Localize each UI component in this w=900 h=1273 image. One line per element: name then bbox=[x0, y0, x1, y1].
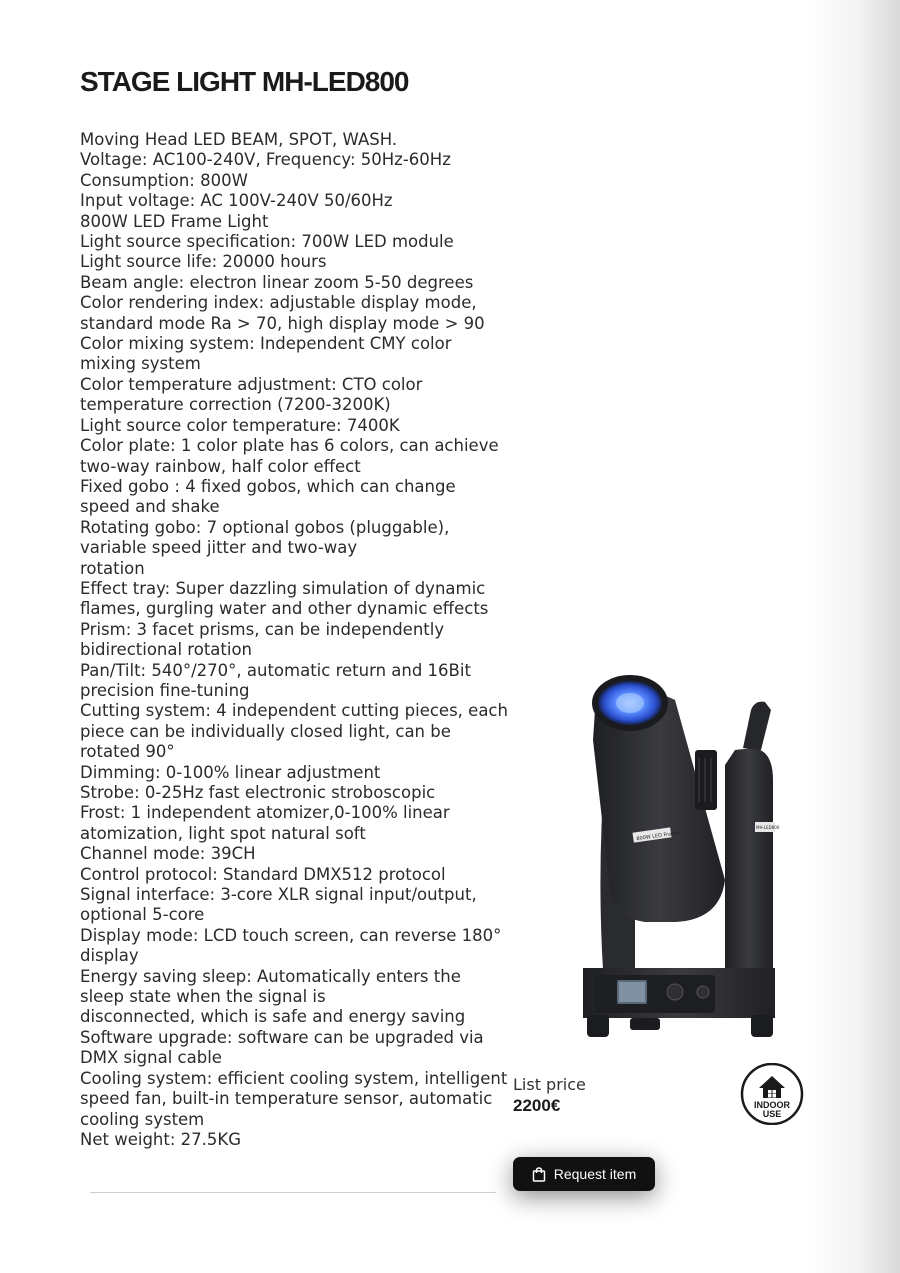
spec-item: Dimming: 0-100% linear adjustment bbox=[80, 762, 381, 782]
spec-item: Rotating gobo: 7 optional gobos (pluggable), variable speed jitter and two-way bbox=[80, 517, 450, 558]
shopping-bag-icon bbox=[532, 1167, 546, 1182]
spec-item: Channel mode: 39CH bbox=[80, 844, 256, 864]
product-title: STAGE LIGHT MH-LED800 bbox=[80, 66, 409, 97]
spec-item: Light source life: 20000 hours bbox=[80, 252, 327, 272]
spec-item: Energy saving sleep: Automatically enters the sleep state when the signal is bbox=[80, 966, 461, 1007]
spec-item: Control protocol: Standard DMX512 protocol bbox=[80, 864, 446, 884]
spec-item: Color temperature adjustment: CTO color temperature correction (7200-3200K) bbox=[80, 374, 423, 415]
divider bbox=[90, 1192, 496, 1193]
spec-item: Input voltage: AC 100V-240V 50/60Hz bbox=[80, 191, 393, 211]
spec-item: Color mixing system: Independent CMY color mixing system bbox=[80, 334, 452, 374]
product-image bbox=[575, 670, 785, 1055]
spec-item: Software upgrade: software can be upgraded via DMX signal cable bbox=[80, 1027, 484, 1068]
spec-item: Cooling system: efficient cooling system, intelligent speed fan, built-in temperature sensor, automatic cooling system bbox=[80, 1068, 508, 1129]
spec-item: Pan/Tilt: 540°/270°, automatic return and 16Bit precision fine-tuning bbox=[80, 660, 471, 700]
fixture-arm-label: MH-LED800 bbox=[756, 825, 780, 830]
badge-line-1: INDOOR bbox=[754, 1100, 790, 1110]
spec-item: Effect tray: Super dazzling simulation of dynamic flames, gurgling water and other dynamic effects bbox=[80, 578, 489, 619]
spec-item: Display mode: LCD touch screen, can reverse 180° display bbox=[80, 925, 502, 966]
spec-item: Cutting system: 4 independent cutting pieces, each piece can be individually closed light, can be rotated 90° bbox=[80, 701, 508, 762]
spec-item: disconnected, which is safe and energy saving bbox=[80, 1007, 466, 1027]
spec-item: Net weight: 27.5KG bbox=[80, 1129, 241, 1149]
spec-item: Beam angle: electron linear zoom 5-50 degrees bbox=[80, 272, 474, 292]
spec-item: Signal interface: 3-core XLR signal input/output, optional 5-core bbox=[80, 885, 477, 925]
spec-item: 800W LED Frame Light bbox=[80, 211, 269, 231]
request-item-button[interactable] bbox=[513, 1157, 655, 1191]
badge-line-2: USE bbox=[762, 1109, 782, 1119]
spec-item: Strobe: 0-25Hz fast electronic stroboscopic bbox=[80, 783, 436, 802]
spec-item: Light source specification: 700W LED module bbox=[80, 232, 454, 252]
spec-item: Prism: 3 facet prisms, can be independently bidirectional rotation bbox=[80, 619, 445, 660]
spec-item: Consumption: 800W bbox=[80, 170, 248, 190]
spec-item: Color rendering index: adjustable display mode, standard mode Ra > 70, high display mode > 90 bbox=[80, 293, 485, 333]
price-value: 2200€ bbox=[513, 1096, 561, 1115]
spec-item: Voltage: AC100-240V, Frequency: 50Hz-60Hz bbox=[80, 150, 451, 170]
indoor-use-badge bbox=[739, 1063, 805, 1125]
fixture-head-label: 800W LED Frame bbox=[636, 830, 680, 843]
price-label: List price bbox=[513, 1075, 586, 1094]
spec-item: Fixed gobo : 4 fixed gobos, which can change speed and shake bbox=[80, 476, 456, 517]
spec-list bbox=[80, 130, 510, 1150]
spec-item: Color plate: 1 color plate has 6 colors, can achieve two-way rainbow, half color effect bbox=[80, 436, 499, 476]
spec-item: Light source color temperature: 7400K bbox=[80, 415, 400, 435]
request-item-label: Request item bbox=[553, 1166, 637, 1182]
spec-item: rotation bbox=[80, 558, 145, 578]
spec-item: Frost: 1 independent atomizer,0-100% linear atomization, light spot natural soft bbox=[80, 803, 450, 843]
spec-item: Moving Head LED BEAM, SPOT, WASH. bbox=[80, 130, 398, 149]
